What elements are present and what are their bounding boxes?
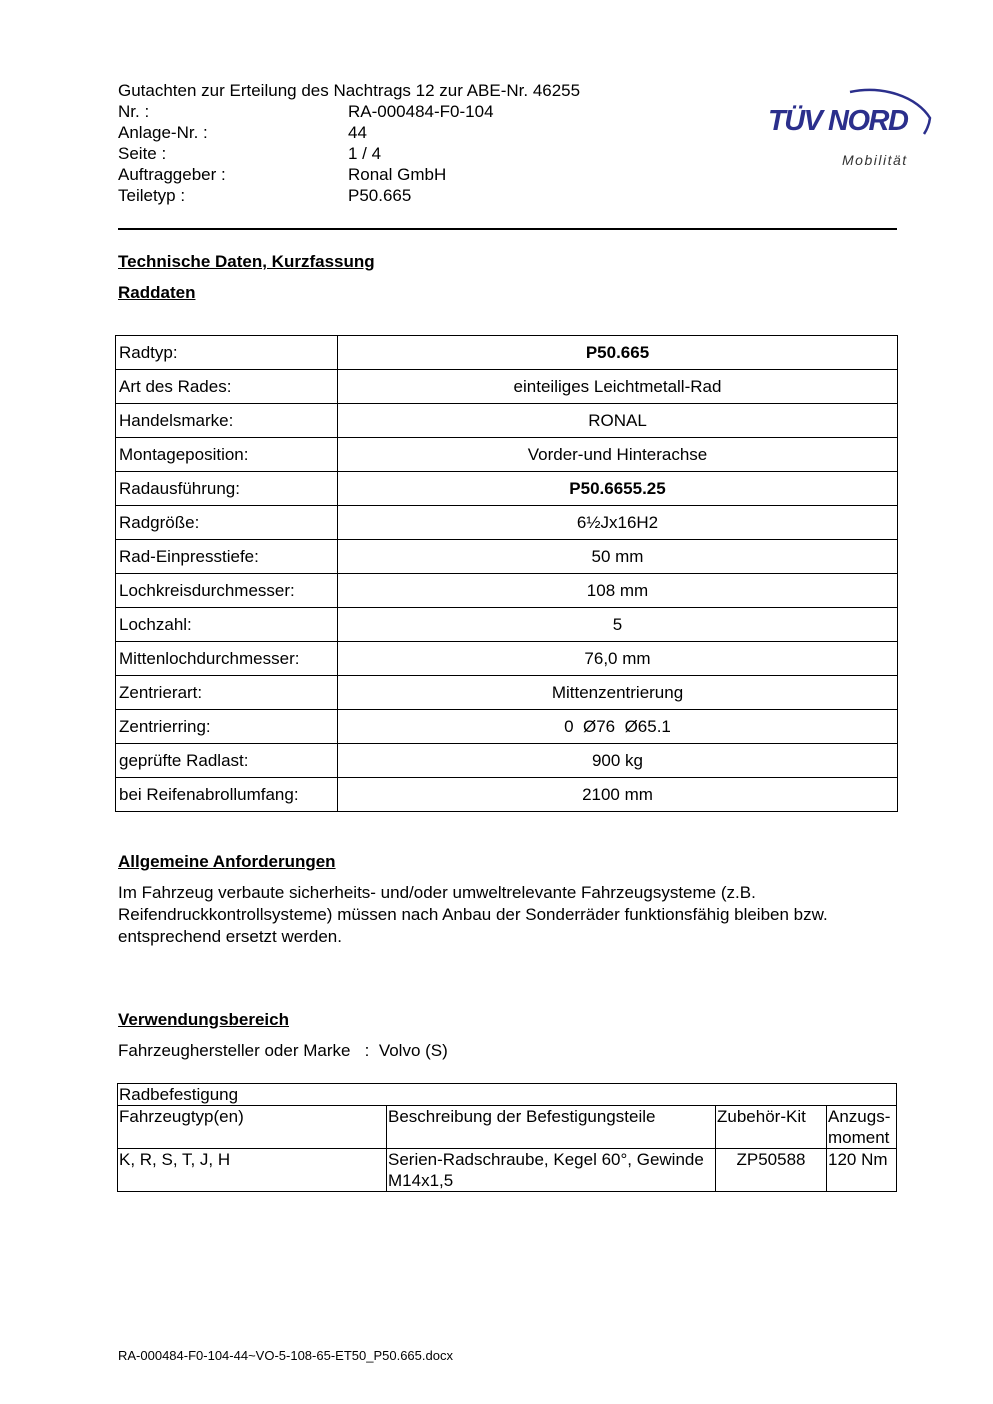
table-row <box>116 472 898 506</box>
header-value: Ronal GmbH <box>348 165 447 184</box>
table-row <box>116 778 898 812</box>
row-value: Vorder-und Hinterachse <box>338 438 898 472</box>
table-caption-row <box>118 1084 897 1106</box>
cell-fahrzeugtypen: K, R, S, T, J, H <box>118 1149 387 1192</box>
row-label: Mittenlochdurchmesser: <box>116 642 338 676</box>
row-value: RONAL <box>338 404 898 438</box>
header-divider <box>118 228 897 230</box>
header-value: 44 <box>348 123 367 142</box>
footer-filename: RA-000484-F0-104-44~VO-5-108-65-ET50_P50.665.docx <box>118 1348 453 1363</box>
table-row <box>116 608 898 642</box>
table-row <box>116 370 898 404</box>
table-row <box>116 642 898 676</box>
header-label: Teiletyp : <box>118 186 186 205</box>
tuv-nord-logo <box>760 56 950 176</box>
table-row <box>116 438 898 472</box>
row-value: P50.6655.25 <box>338 472 898 506</box>
row-value: 6½Jx16H2 <box>338 506 898 540</box>
row-label: Lochkreisdurchmesser: <box>116 574 338 608</box>
header-label: Anlage-Nr. : <box>118 123 208 142</box>
header-label: Seite : <box>118 144 167 163</box>
row-label: Radausführung: <box>116 472 338 506</box>
vehicle-maker-line <box>118 1041 448 1061</box>
header-row-auftraggeber <box>118 164 580 185</box>
section-heading-verwendung: Verwendungsbereich <box>118 1010 289 1029</box>
header-label: Nr. : <box>118 102 150 121</box>
column-header: Beschreibung der Befestigungsteile <box>387 1106 716 1149</box>
column-header: Anzugs-moment <box>827 1106 897 1149</box>
row-label: bei Reifenabrollumfang: <box>116 778 338 812</box>
row-value: 0 Ø76 Ø65.1 <box>338 710 898 744</box>
row-value: 76,0 mm <box>338 642 898 676</box>
maker-separator: : <box>364 1041 370 1060</box>
row-value: 50 mm <box>338 540 898 574</box>
maker-label: Fahrzeughersteller oder Marke <box>118 1041 351 1060</box>
header-label: Auftraggeber : <box>118 165 226 184</box>
allgemein-paragraph: Im Fahrzeug verbaute sicherheits- und/oder umweltrelevante Fahrzeugsysteme (z.B. Reifendruckkontrollsysteme) müssen nach Anbau der Sonderräder funktionsfähig bleiben bzw. entsprechend ersetzt werden. <box>118 883 828 946</box>
raddaten-table <box>115 335 898 812</box>
cell-anzugsmoment: 120 Nm <box>827 1149 897 1192</box>
document-title: Gutachten zur Erteilung des Nachtrags 12 zur ABE-Nr. 46255 <box>118 81 581 100</box>
table-row <box>116 710 898 744</box>
header-row-teiletyp <box>118 185 580 206</box>
row-label: geprüfte Radlast: <box>116 744 338 778</box>
maker-value: Volvo (S) <box>378 1041 448 1060</box>
table-caption: Radbefestigung <box>118 1084 897 1106</box>
row-value: 900 kg <box>338 744 898 778</box>
logo-wordmark: TÜV NORD <box>768 105 908 137</box>
column-header: Zubehör-Kit <box>716 1106 827 1149</box>
logo-subtitle: Mobilität <box>842 152 908 168</box>
row-value: einteiliges Leichtmetall-Rad <box>338 370 898 404</box>
row-label: Lochzahl: <box>116 608 338 642</box>
row-label: Radtyp: <box>116 336 338 370</box>
row-value: P50.665 <box>338 336 898 370</box>
section-heading-raddaten: Raddaten <box>118 283 196 302</box>
row-label: Art des Rades: <box>116 370 338 404</box>
table-row <box>116 404 898 438</box>
row-label: Radgröße: <box>116 506 338 540</box>
table-header-row <box>118 1106 897 1149</box>
header-row-nr <box>118 101 580 122</box>
table-row <box>116 540 898 574</box>
table-row <box>116 744 898 778</box>
row-value: 108 mm <box>338 574 898 608</box>
header-value: P50.665 <box>348 186 412 205</box>
cell-beschreibung: Serien-Radschraube, Kegel 60°, Gewinde M14x1,5 <box>387 1149 716 1192</box>
row-label: Zentrierring: <box>116 710 338 744</box>
row-label: Rad-Einpresstiefe: <box>116 540 338 574</box>
table-row <box>116 506 898 540</box>
row-value: 5 <box>338 608 898 642</box>
row-value: 2100 mm <box>338 778 898 812</box>
radbefestigung-table <box>117 1083 897 1192</box>
header-value: 1 / 4 <box>348 144 382 163</box>
row-label: Zentrierart: <box>116 676 338 710</box>
document-header <box>118 80 580 206</box>
header-row-anlage <box>118 122 580 143</box>
table-row <box>116 676 898 710</box>
table-row <box>118 1149 897 1192</box>
row-value: Mittenzentrierung <box>338 676 898 710</box>
table-row <box>116 336 898 370</box>
table-row <box>116 574 898 608</box>
section-heading-allgemein: Allgemeine Anforderungen <box>118 852 336 871</box>
row-label: Handelsmarke: <box>116 404 338 438</box>
section-heading-tech: Technische Daten, Kurzfassung <box>118 252 375 271</box>
row-label: Montageposition: <box>116 438 338 472</box>
header-value: RA-000484-F0-104 <box>348 102 494 121</box>
header-row-seite <box>118 143 580 164</box>
column-header: Fahrzeugtyp(en) <box>118 1106 387 1149</box>
cell-zubehoer-kit: ZP50588 <box>716 1149 827 1192</box>
